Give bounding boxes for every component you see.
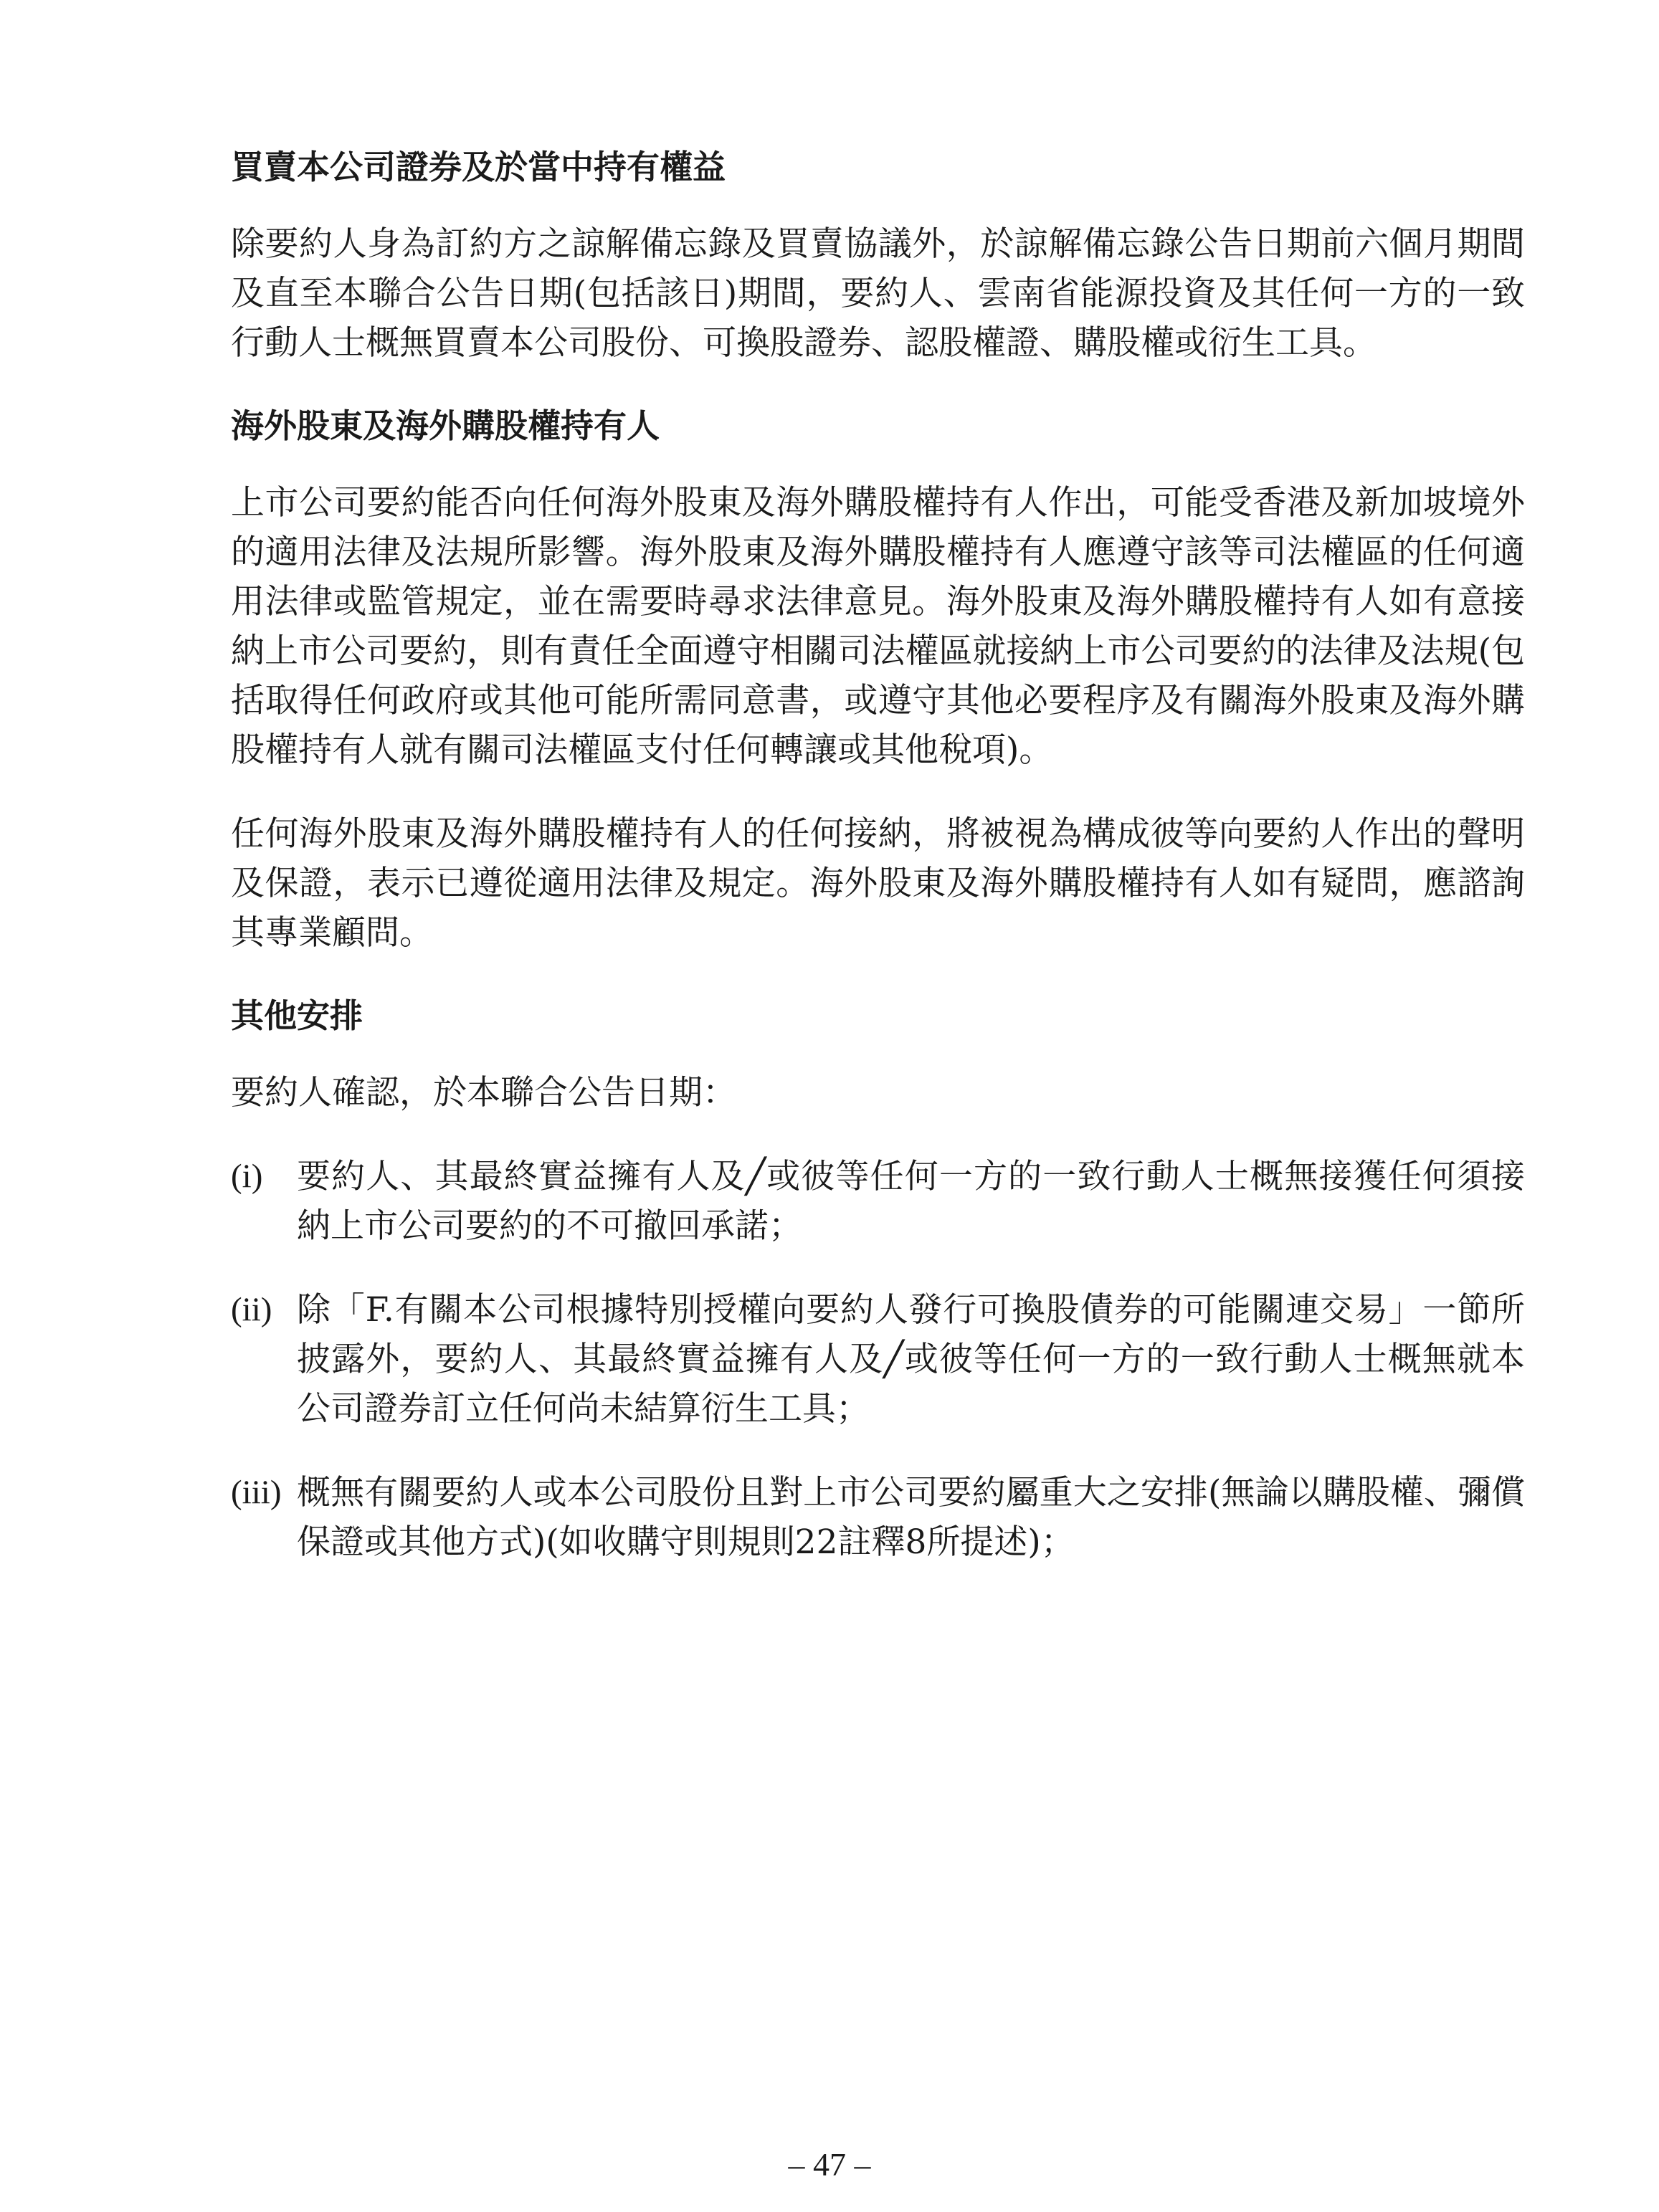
list-item [231, 1285, 1525, 1434]
paragraph-securities-dealings: 除要約人身為訂約方之諒解備忘錄及買賣協議外，於諒解備忘錄公告日期前六個月期間及直至本聯合公告日期(包括該日)期間，要約人、雲南省能源投資及其任何一方的一致行動人士概無買賣本公司股份、可換股證券、認股權證、購股權或衍生工具。 [231, 224, 1525, 363]
list-item-text: 要約人、其最終實益擁有人及╱或彼等任何一方的一致行動人士概無接獲任何須接納上市公司要約的不可撤回承諾； [297, 1157, 1525, 1246]
arrangements-list [231, 1152, 1525, 1567]
document-body [231, 143, 1525, 1601]
list-item-text: 除「F.有關本公司根據特別授權向要約人發行可換股債券的可能關連交易」一節所披露外，要約人、其最終實益擁有人及╱或彼等任何一方的一致行動人士概無就本公司證券訂立任何尚未結算衍生工具； [297, 1290, 1525, 1429]
list-marker: (i) [231, 1158, 263, 1195]
section-heading-securities-dealings: 買賣本公司證券及於當中持有權益 [231, 148, 726, 186]
section-heading-other-arrangements: 其他安排 [231, 996, 363, 1035]
paragraph-offeror-confirmation: 要約人確認，於本聯合公告日期： [231, 1073, 736, 1112]
list-marker: (ii) [231, 1291, 272, 1328]
paragraph-overseas-laws: 上市公司要約能否向任何海外股東及海外購股權持有人作出，可能受香港及新加坡境外的適用法律及法規所影響。海外股東及海外購股權持有人應遵守該等司法權區的任何適用法律或監管規定，並在需要時尋求法律意見。海外股東及海外購股權持有人如有意接納上市公司要約，則有責任全面遵守相關司法權區就接納上市公司要約的法律及法規(包括取得任何政府或其他可能所需同意書，或遵守其他必要程序及有關海外股東及海外購股權持有人就有關司法權區支付任何轉讓或其他稅項)。 [231, 483, 1525, 770]
list-item-text: 概無有關要約人或本公司股份且對上市公司要約屬重大之安排(無論以購股權、彌償保證或其他方式)(如收購守則規則22註釋8所提述)； [297, 1473, 1525, 1562]
paragraph-overseas-acceptance: 任何海外股東及海外購股權持有人的任何接納，將被視為構成彼等向要約人作出的聲明及保證，表示已遵從適用法律及規定。海外股東及海外購股權持有人如有疑問，應諮詢其專業顧問。 [231, 814, 1525, 953]
list-item [231, 1152, 1525, 1251]
list-marker: (iii) [231, 1474, 282, 1511]
section-heading-overseas-holders: 海外股東及海外購股權持有人 [231, 406, 660, 445]
page-number: – 47 – [788, 2146, 871, 2183]
list-item [231, 1468, 1525, 1567]
